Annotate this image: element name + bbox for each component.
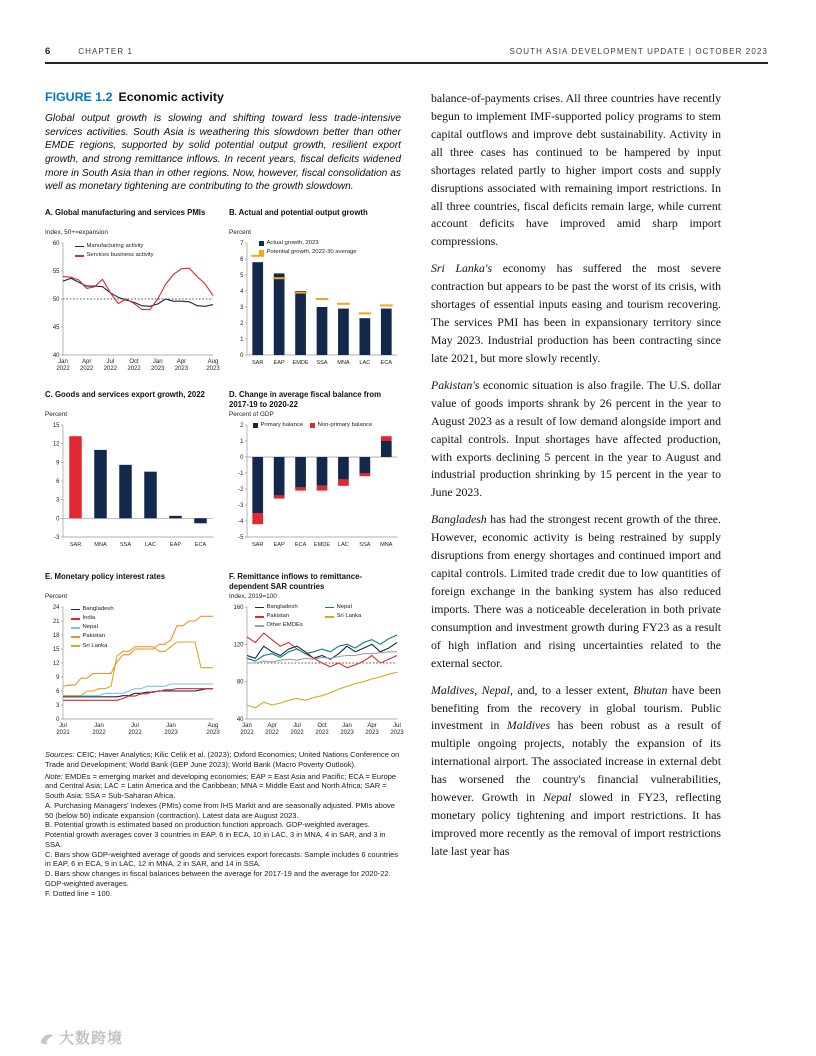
chart-legend-b (259, 239, 357, 257)
svg-text:12: 12 (52, 441, 60, 448)
svg-text:2023: 2023 (365, 730, 379, 737)
svg-text:EAP: EAP (169, 542, 182, 549)
figure-note-line: B. Potential growth is estimated based on production function approach. GDP-weighted averages. Potential growth averages cover 3 countries in EAP, 6 in ECA, 10 in LAC, 3 in MNA, 4 in SAR, and 3 in SSA. (45, 820, 386, 849)
chart-panel-f (229, 572, 404, 739)
svg-text:40: 40 (236, 717, 244, 724)
svg-text:55: 55 (52, 269, 60, 276)
svg-text:ECA: ECA (294, 542, 307, 549)
svg-text:2022: 2022 (92, 730, 106, 737)
legend-swatch (253, 423, 258, 428)
legend-swatch (75, 255, 84, 257)
svg-text:MNA: MNA (380, 542, 393, 549)
chart-unit-b: Percent (229, 229, 252, 237)
figure-note-line: C. Bars show GDP-weighted average of goods and services export forecasts. Sample includes 6 countries in EAP, 6 in ECA, 9 in LAC, 12 in MNA, 2 in SAR, and 14 in SSA. (45, 849, 399, 869)
chart-legend-d (253, 421, 372, 430)
svg-text:LAC: LAC (337, 542, 349, 549)
chart-panel-d (229, 390, 401, 557)
svg-text:24: 24 (52, 605, 60, 612)
figure-description: Global output growth is slowing and shifting toward less trade-intensive services activities. South Asia is weathering this slowdown better than other EMDE regions, supported by solid potential output growth, resilient export growth, and strong remittance inflows. In recent years, fiscal deficits widened more in South Asia than in other regions. Now, however, fiscal consolidation as well as monetary tightening are contributing to the growth slowdown. (45, 113, 401, 193)
svg-text:EAP: EAP (273, 542, 285, 549)
chart-unit-c: Percent (45, 411, 68, 419)
svg-text:2023: 2023 (151, 366, 165, 373)
legend-item: Pakistan (255, 612, 319, 621)
svg-text:60: 60 (52, 241, 60, 248)
figure-heading (45, 90, 401, 104)
svg-text:Apr: Apr (176, 359, 187, 366)
header-rule (45, 62, 768, 64)
svg-text:-3: -3 (54, 535, 60, 542)
figure-notes (45, 772, 401, 899)
watermark-text: 大数跨境 (59, 1030, 124, 1047)
svg-text:15: 15 (52, 647, 60, 654)
svg-text:3: 3 (56, 703, 60, 710)
svg-text:EAP: EAP (273, 360, 285, 367)
svg-text:Aug: Aug (207, 723, 219, 730)
article-paragraph: balance-of-payments crises. All three countries have recently begun to implement IMF-supported policy programs to stem capital outflows and improve debt sustainability. Activity in all three cases has continued to be hampered by input shortages related partly to higher import costs and supply disruptions associated with remaining import restrictions. In all three countries, fiscal deficits remain large, while current account deficits have improved amid sharp import compressions. (431, 91, 721, 249)
chart-unit-d: Percent of GDP (229, 411, 274, 419)
svg-text:2021: 2021 (56, 730, 70, 737)
chart-panel-e (45, 572, 220, 739)
svg-text:1: 1 (240, 337, 244, 344)
svg-text:9: 9 (56, 675, 60, 682)
page-number: 6 (45, 46, 51, 57)
figure-label: FIGURE 1.2 (45, 90, 113, 104)
svg-text:2022: 2022 (128, 730, 142, 737)
svg-text:12: 12 (52, 661, 60, 668)
article-paragraph: Sri Lanka's economy has suffered the most severe contraction but appears to be past the worst of its crisis, with shortages of essential inputs easing and tourism recovering. The services PMI has been in expansionary territory since May 2023. Industrial production has been contracting since late 2021, but more slowly recently. (431, 261, 722, 365)
svg-text:SAR: SAR (251, 360, 264, 367)
svg-text:Jul: Jul (131, 723, 139, 730)
chart-legend-f (255, 603, 389, 630)
svg-text:7: 7 (240, 241, 244, 248)
svg-text:80: 80 (236, 679, 244, 686)
svg-text:Jan: Jan (342, 723, 352, 730)
svg-text:15: 15 (52, 423, 60, 430)
svg-text:SAR: SAR (251, 542, 264, 549)
chart-title-f: F. Remittance inflows to remittance-dependent SAR countries (229, 572, 363, 591)
svg-text:2022: 2022 (315, 730, 329, 737)
article-column (431, 90, 721, 898)
svg-text:6: 6 (56, 479, 60, 486)
svg-text:2022: 2022 (265, 730, 279, 737)
chart-unit-e: Percent (45, 593, 68, 601)
svg-text:Jul: Jul (293, 723, 301, 730)
legend-item: Nepal (325, 603, 389, 612)
svg-text:2: 2 (240, 321, 244, 328)
legend-swatch (71, 645, 80, 647)
legend-swatch (255, 607, 264, 609)
svg-text:2023: 2023 (340, 730, 354, 737)
legend-swatch (259, 250, 264, 255)
svg-text:2023: 2023 (206, 366, 220, 373)
article-paragraph: Maldives, Nepal, and, to a lesser extent, Bhutan have been benefiting from the recovery in global tourism. Public investment in Maldives has been robust as a result of multiple ongoing projects, notably the expansion of its international airport. The associated increase in external debt has worsened the country's financial vulnerabilities, however. Growth in Nepal slowed in FY23, reflecting monetary policy tightening and import restrictions. It has improved more recently as the removal of import restrictions late last year has (431, 682, 722, 858)
svg-text:2022: 2022 (290, 730, 304, 737)
svg-text:40: 40 (52, 353, 60, 360)
svg-text:Jan: Jan (58, 359, 68, 366)
svg-text:2023: 2023 (174, 366, 189, 373)
chart-unit-a: Index, 50+=expansion (45, 229, 108, 237)
legend-item: Other EMDEs (255, 621, 319, 630)
svg-text:2023: 2023 (164, 730, 178, 737)
svg-text:6: 6 (56, 689, 60, 696)
svg-text:Aug: Aug (207, 359, 219, 366)
legend-swatch (325, 607, 334, 609)
svg-text:Jul: Jul (59, 723, 67, 730)
figure-1-2 (45, 90, 404, 898)
legend-item: Services business activity (75, 251, 154, 260)
svg-text:SSA: SSA (359, 542, 371, 549)
legend-item: Bangladesh (71, 605, 114, 614)
legend-item: Nepal (71, 623, 114, 632)
chart-panel-c (45, 390, 217, 557)
svg-text:2022: 2022 (103, 366, 118, 373)
chart-plot-d (229, 419, 401, 557)
article-paragraph: Pakistan's economic situation is also fragile. The U.S. dollar value of goods imports shrank by 26 percent in the year to August 2023 as a result of low demand alongside import and capital controls. Input shortages have affected production, with exports declining 5 percent in the year to August and industrial production shrinking by 15 percent in the year to June 2023. (431, 377, 721, 500)
chart-legend-a (75, 242, 154, 260)
svg-text:Jul: Jul (106, 359, 115, 366)
legend-item: Sri Lanka (325, 612, 389, 621)
page-content (45, 90, 768, 898)
svg-text:9: 9 (56, 460, 60, 467)
chart-title-d: D. Change in average fiscal balance from 2017-19 to 2020-22 (229, 390, 382, 409)
svg-text:5: 5 (240, 273, 244, 280)
svg-text:0: 0 (56, 717, 60, 724)
legend-item: Potential growth, 2022-30 average (259, 248, 357, 257)
legend-swatch (255, 616, 264, 618)
watermark (38, 1027, 123, 1048)
chart-title-a: A. Global manufacturing and services PMIs (45, 208, 206, 218)
svg-text:45: 45 (52, 325, 60, 332)
svg-text:Jan: Jan (94, 723, 104, 730)
svg-text:4: 4 (240, 289, 244, 296)
svg-text:2022: 2022 (127, 366, 141, 373)
svg-text:-5: -5 (238, 535, 244, 542)
svg-text:EMDE: EMDE (292, 360, 309, 367)
figure-note-line: A. Purchasing Managers' Indexes (PMIs) come from IHS Markit and are seasonally adjusted. PMIs above 50 (below 50) indicate expansion (contraction). Latest data are August 2023. (45, 800, 395, 820)
svg-text:-3: -3 (238, 503, 244, 510)
svg-text:2022: 2022 (240, 730, 254, 737)
legend-item: India (71, 614, 114, 623)
svg-text:2022: 2022 (56, 366, 70, 373)
svg-text:2023: 2023 (390, 730, 404, 737)
svg-text:MNA: MNA (94, 542, 107, 549)
svg-text:50: 50 (52, 297, 60, 304)
svg-text:SSA: SSA (119, 542, 132, 549)
svg-text:ECA: ECA (380, 360, 393, 367)
chapter-label: CHAPTER 1 (78, 47, 134, 56)
chart-area-d (229, 411, 401, 557)
page-header (45, 46, 768, 57)
svg-text:2: 2 (240, 423, 244, 430)
svg-text:ECA: ECA (194, 542, 207, 549)
svg-text:Apr: Apr (267, 723, 277, 730)
report-title-header: SOUTH ASIA DEVELOPMENT UPDATE | OCTOBER 2023 (509, 47, 768, 56)
chart-title-e: E. Monetary policy interest rates (45, 572, 166, 582)
svg-text:2023: 2023 (206, 730, 220, 737)
svg-text:Oct: Oct (129, 359, 139, 366)
chart-grid (45, 208, 404, 739)
chart-legend-e (71, 605, 114, 651)
legend-swatch (71, 618, 80, 620)
chart-area-f (229, 593, 404, 739)
legend-item: Sri Lanka (71, 642, 114, 651)
chart-plot-b (229, 237, 401, 375)
svg-text:21: 21 (52, 619, 60, 626)
svg-text:-1: -1 (238, 471, 244, 478)
legend-item: Primary balance (253, 421, 303, 430)
svg-text:LAC: LAC (359, 360, 371, 367)
svg-text:Jan: Jan (152, 359, 163, 366)
svg-text:Oct: Oct (317, 723, 327, 730)
article-paragraph: Bangladesh has had the strongest recent growth of the three. However, economic activity is being restrained by supply disruptions from energy shortages and continued import and capital controls. Limited trade credit due to low quantities of foreign exchange in the banking system has also reduced imports. There was a noticeable deceleration in both private consumption and investment growth during FY23 as a result of high inflation and rising uncertainties related to the external sector. (431, 512, 721, 670)
svg-text:SSA: SSA (316, 360, 328, 367)
svg-text:Apr: Apr (367, 723, 377, 730)
watermark-icon (38, 1029, 56, 1047)
svg-text:18: 18 (52, 633, 60, 640)
legend-swatch (71, 609, 80, 611)
legend-item: Non-primary balance (310, 421, 372, 430)
svg-text:0: 0 (56, 516, 60, 523)
legend-swatch (255, 625, 264, 627)
svg-text:LAC: LAC (145, 542, 156, 549)
chart-area-e (45, 593, 220, 739)
svg-text:1: 1 (240, 439, 244, 446)
svg-text:2022: 2022 (80, 366, 94, 373)
chart-panel-a (45, 208, 220, 375)
svg-text:Apr: Apr (82, 359, 92, 366)
chart-plot-c (45, 419, 217, 557)
svg-text:EMDE: EMDE (313, 542, 331, 549)
legend-swatch (71, 627, 80, 629)
svg-text:MNA: MNA (337, 360, 350, 367)
svg-text:6: 6 (240, 257, 244, 264)
legend-item: Pakistan (71, 632, 114, 641)
svg-text:-4: -4 (238, 519, 244, 526)
svg-text:120: 120 (233, 642, 244, 649)
chart-area-b (229, 229, 401, 375)
chart-unit-f: Index, 2019=100 (229, 593, 277, 601)
legend-swatch (71, 636, 80, 638)
svg-text:3: 3 (56, 497, 60, 504)
figure-note-line: D. Bars show changes in fiscal balances between the average for 2017-19 and the average for 2020-22. GDP-weighted averages. (45, 869, 391, 888)
legend-item: Manufacturing activity (75, 242, 154, 251)
svg-text:Jul: Jul (393, 723, 401, 730)
svg-text:160: 160 (233, 605, 244, 612)
figure-note-line: Note: EMDEs = emerging market and developing economies; EAP = East Asia and Pacific; ECA = Europe and Central Asia; LAC = Latin America and the Caribbean; MNA = Middle East and North Africa; SAR = South Asia; SSA = Sub-Saharan Africa. (45, 771, 397, 801)
svg-text:SAR: SAR (69, 542, 82, 549)
svg-text:Jan: Jan (166, 723, 176, 730)
legend-swatch (325, 616, 334, 618)
chart-panel-b (229, 208, 401, 375)
figure-title: Economic activity (118, 90, 224, 104)
svg-text:-2: -2 (238, 487, 244, 494)
figure-note-line: F. Dotted line = 100. (45, 888, 112, 898)
svg-text:Jan: Jan (242, 723, 252, 730)
svg-text:0: 0 (240, 353, 244, 360)
chart-title-c: C. Goods and services export growth, 2022 (45, 390, 205, 400)
legend-swatch (310, 423, 315, 428)
svg-text:3: 3 (240, 305, 244, 312)
svg-text:0: 0 (240, 455, 244, 462)
chart-area-a (45, 229, 220, 375)
legend-item: Bangladesh (255, 603, 319, 612)
legend-item: Actual growth, 2023 (259, 239, 357, 248)
legend-swatch (75, 246, 84, 248)
figure-sources: Sources: CEIC; Haver Analytics; Kilic Celik et al. (2023); Oxford Economics; United Nations Conference on Trade and Development; World Bank (GEP June 2023); World Bank (Macro Poverty Outlook). (45, 750, 400, 769)
legend-swatch (259, 241, 264, 246)
chart-area-c (45, 411, 217, 557)
chart-title-b: B. Actual and potential output growth (229, 208, 368, 218)
